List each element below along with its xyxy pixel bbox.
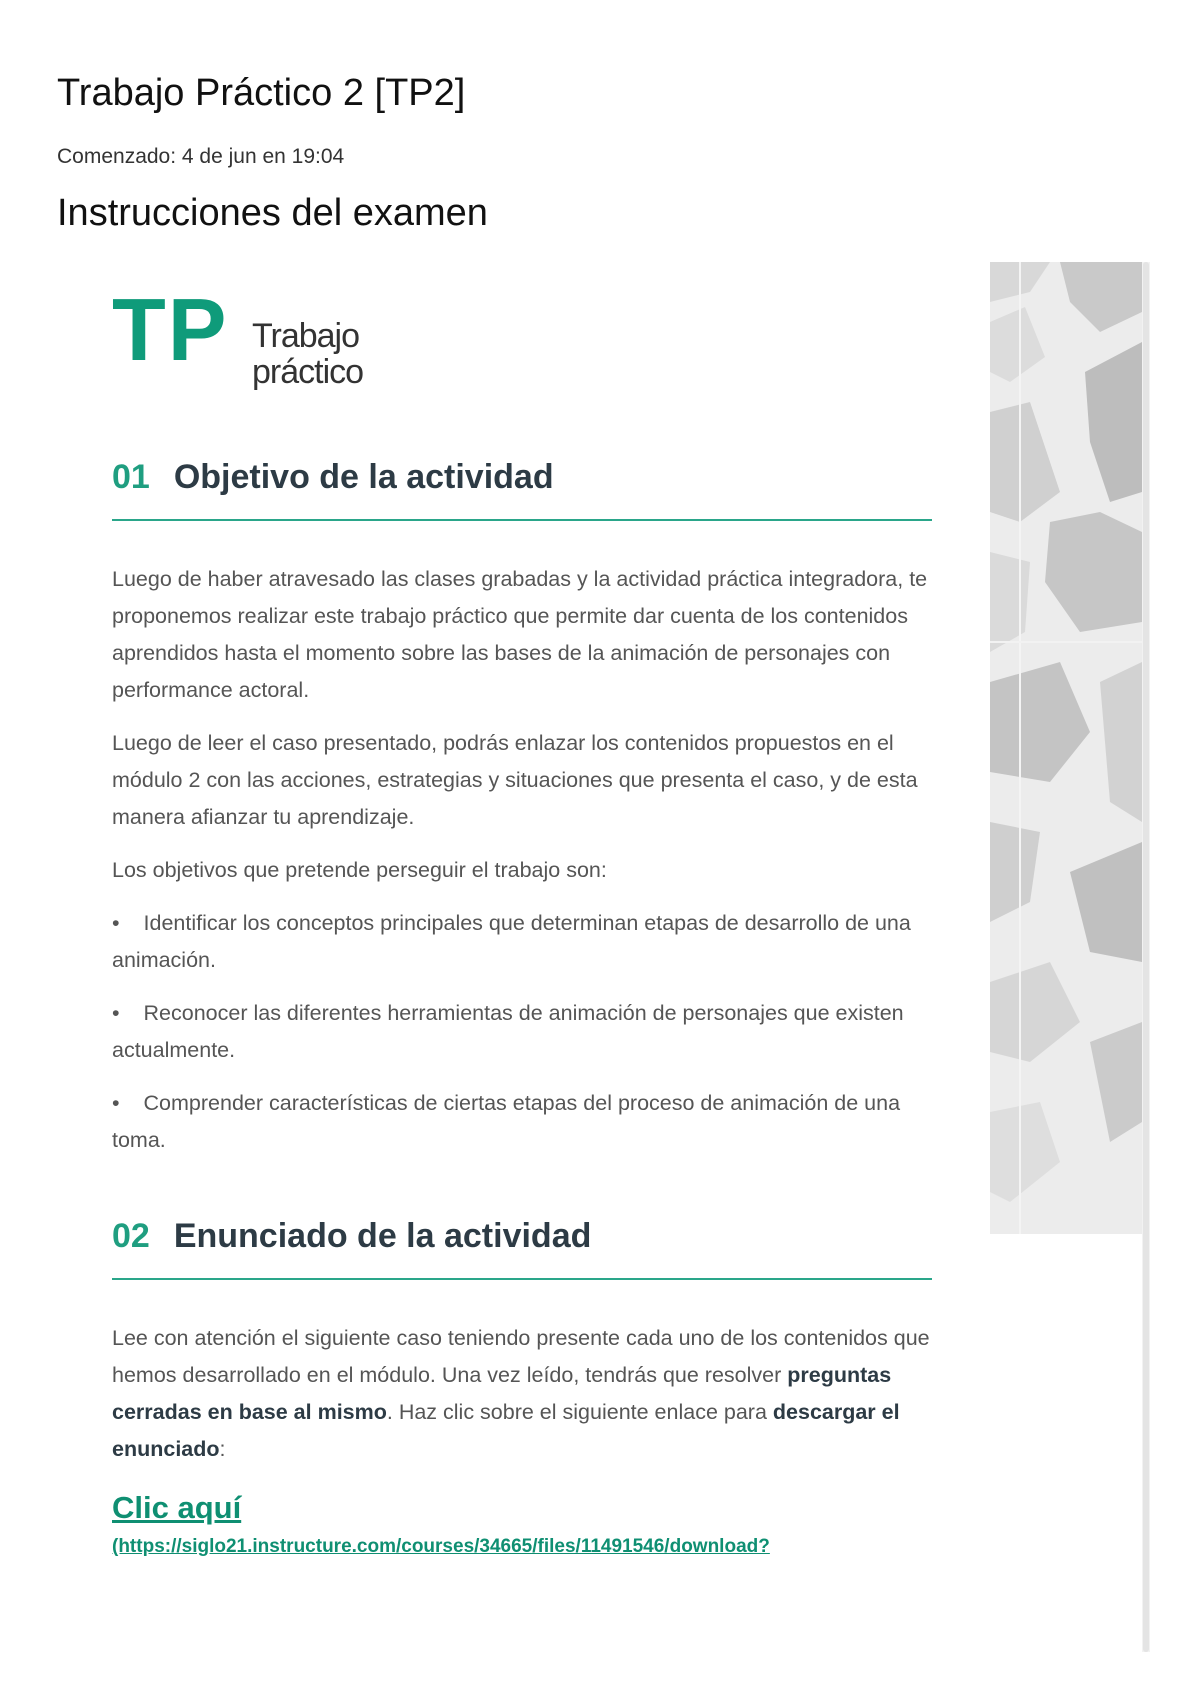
bullet-marker: •	[112, 1091, 120, 1115]
statement-text-3: :	[219, 1437, 226, 1461]
started-timestamp: Comenzado: 4 de jun en 19:04	[57, 145, 345, 168]
section-1-heading	[112, 458, 932, 521]
section-2-title: Enunciado de la actividad	[173, 1217, 592, 1255]
download-link[interactable]: Clic aquí	[112, 1490, 242, 1525]
instructions-content	[112, 280, 932, 1558]
statement-bold-2: descargar el enunciado	[112, 1400, 900, 1461]
objective-paragraph-1: Luego de haber atravesado las clases grabadas y la actividad práctica integradora, te proponemos realizar este trabajo práctico que permite dar cuenta de los contenidos aprendidos hasta el momento sobre las bases de la animación de personajes con performance actoral.	[112, 567, 928, 702]
statement-text-2: . Haz clic sobre el siguiente enlace para	[386, 1400, 773, 1424]
bullet-text: Identificar los conceptos principales que determinan etapas de desarrollo de una animación.	[112, 911, 911, 972]
section-2-number: 02	[112, 1217, 150, 1255]
decorative-banner-image	[990, 262, 1142, 1234]
objective-bullet-3	[112, 1085, 932, 1159]
objective-bullet-1	[112, 905, 932, 979]
bullet-marker: •	[112, 1001, 120, 1025]
logo-word-2: práctico	[252, 353, 364, 391]
bullet-text: Comprender características de ciertas etapas del proceso de animación de una toma.	[112, 1091, 901, 1152]
bullet-text: Reconocer las diferentes herramientas de animación de personajes que existen actualmente.	[112, 1001, 904, 1062]
tp-logo	[112, 280, 932, 400]
download-url-link[interactable]: (https://siglo21.instructure.com/courses/34665/files/11491546/download?	[112, 1536, 770, 1557]
scrollbar-thumb[interactable]	[1143, 262, 1149, 1652]
section-2-heading	[112, 1217, 932, 1280]
section-1-title: Objetivo de la actividad	[173, 458, 554, 496]
objective-bullet-2	[112, 995, 932, 1069]
objective-paragraph-2: Luego de leer el caso presentado, podrás enlazar los contenidos propuestos en el módulo 2 con las acciones, estrategias y situaciones que presenta el caso, y de esta manera afianzar tu aprendizaje.	[112, 731, 918, 829]
statement-paragraph	[112, 1320, 932, 1468]
statement-text-1: Lee con atención el siguiente caso teniendo presente cada uno de los contenidos que hemos desarrollado en el módulo. Una vez leído, tendrás que resolver	[112, 1326, 930, 1387]
section-1-number: 01	[112, 458, 150, 496]
bullet-marker: •	[112, 911, 120, 935]
statement-bold-1: preguntas cerradas en base al mismo	[112, 1363, 892, 1424]
page-title: Trabajo Práctico 2 [TP2]	[57, 72, 466, 114]
logo-letters: TP	[112, 280, 229, 379]
logo-word-1: Trabajo	[252, 317, 360, 355]
logo-words	[252, 318, 363, 390]
objective-paragraph-3: Los objetivos que pretende perseguir el trabajo son:	[112, 858, 607, 882]
instructions-heading: Instrucciones del examen	[57, 192, 488, 234]
